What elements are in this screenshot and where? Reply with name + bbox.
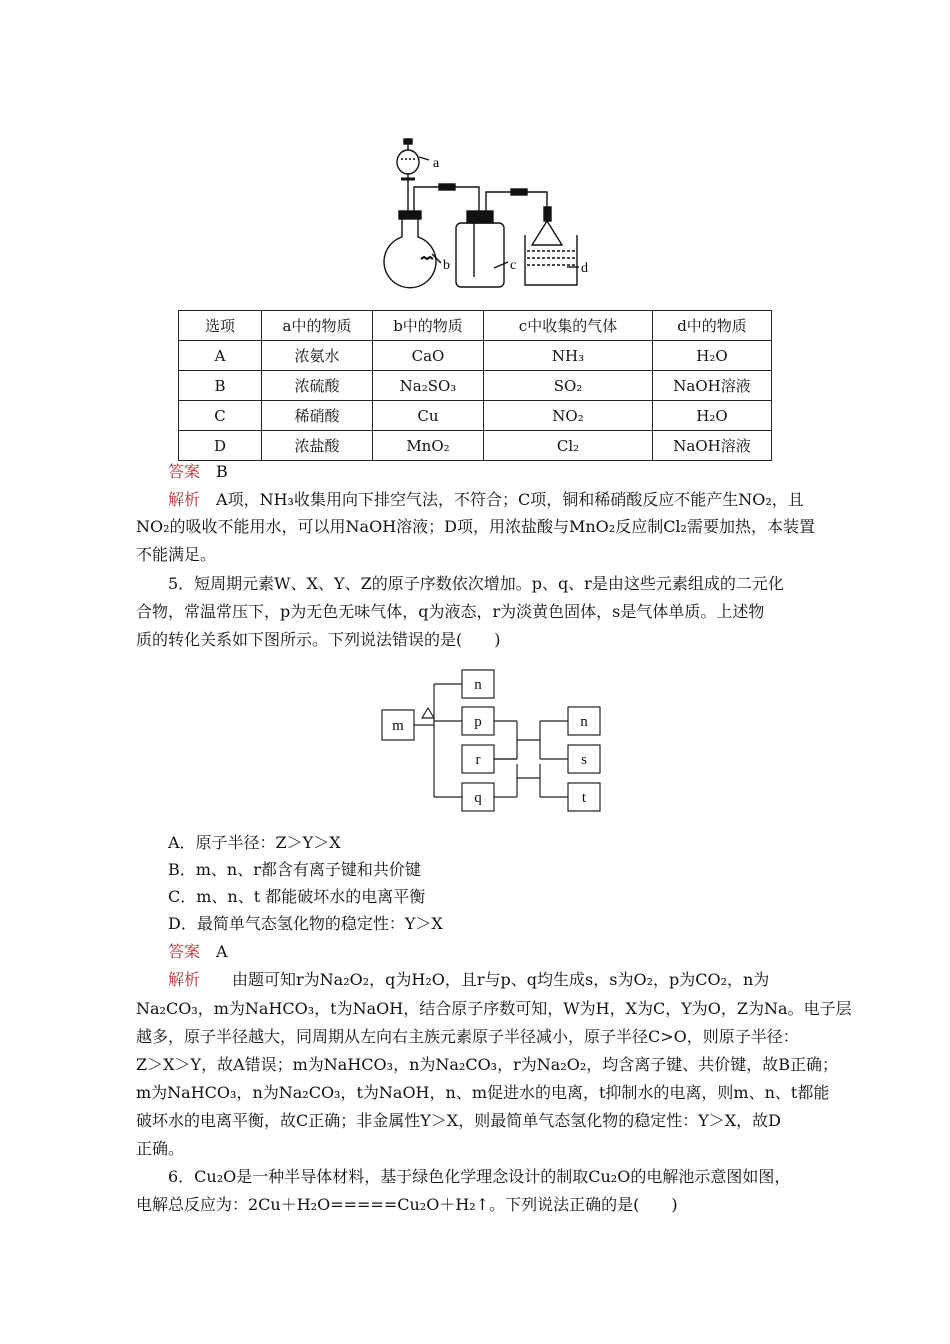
node-p: p (474, 714, 482, 730)
table-cell: A (179, 341, 262, 371)
table-row (179, 371, 772, 401)
node-m: m (392, 718, 404, 734)
q5-analysis-line: Na₂CO₃，m为NaHCO₃，t为NaOH，结合原子序数可知，W为H，X为C，Y为O，Z为Na。电子层 (136, 999, 852, 1018)
analysis-label: 解析 (168, 970, 201, 989)
table-row (179, 431, 772, 461)
table-cell: Na₂SO₃ (373, 371, 484, 401)
table-header: c中收集的气体 (484, 311, 653, 341)
table-row (179, 401, 772, 431)
node-r: r (475, 752, 481, 768)
q5-option: D．最简单气态氢化物的稳定性：Y＞X (168, 914, 443, 933)
table-cell: CaO (373, 341, 484, 371)
q5-answer (168, 942, 228, 962)
table-header: a中的物质 (262, 311, 373, 341)
table-header: 选项 (179, 311, 262, 341)
analysis-label: 解析 (168, 490, 201, 509)
q6-stem-line: 电解总反应为：2Cu＋H₂O=====Cu₂O＋H₂↑。下列说法正确的是( ) (136, 1195, 678, 1214)
transformation-diagram (372, 660, 612, 825)
node-q: q (474, 790, 482, 806)
table-row (179, 341, 772, 371)
table-cell: NaOH溶液 (653, 431, 772, 461)
table-cell: C (179, 401, 262, 431)
table-header: d中的物质 (653, 311, 772, 341)
q5-stem-line: 5．短周期元素W、X、Y、Z的原子序数依次增加。p、q、r是由这些元素组成的二元化 (168, 574, 784, 593)
table-cell: NH₃ (484, 341, 653, 371)
q5-option: A．原子半径：Z＞Y＞X (168, 833, 341, 852)
q5-analysis-line: 破坏水的电离平衡，故C正确；非金属性Y＞X，则最简单气态氢化物的稳定性：Y＞X，故D (136, 1111, 781, 1130)
q5-analysis-line: m为NaHCO₃，n为Na₂CO₃，t为NaOH，n、m促进水的电离，t抑制水的电离，则m、n、t都能 (136, 1083, 830, 1102)
table-cell: Cu (373, 401, 484, 431)
label-a: a (433, 156, 440, 171)
q5-analysis-line: Z＞X＞Y，故A错误；m为NaHCO₃，n为Na₂CO₃，r为Na₂O₂，均含离子键、共价键，故B正确； (136, 1055, 838, 1074)
options-table (178, 310, 772, 461)
q4-answer (168, 462, 228, 482)
node-t: t (581, 790, 587, 806)
table-header-row (179, 311, 772, 341)
q6-stem-line: 6．Cu₂O是一种半导体材料，基于绿色化学理念设计的制取Cu₂O的电解池示意图如图， (168, 1167, 791, 1186)
answer-value: B (216, 462, 228, 481)
table-cell: 稀硝酸 (262, 401, 373, 431)
q5-analysis-line: 解析 由题可知r为Na₂O₂，q为H₂O，且r与p、q均生成s，s为O₂，p为CO₂，n为 (168, 970, 770, 989)
node-n: n (474, 677, 482, 693)
node-s: s (581, 752, 587, 768)
apparatus-figure (381, 127, 607, 293)
q5-analysis-line: 越多，原子半径越大，同周期从左向右主族元素原子半径减小，原子半径C>O，则原子半径： (136, 1027, 799, 1046)
q4-analysis-line: NO₂的吸收不能用水，可以用NaOH溶液；D项，用浓盐酸与MnO₂反应制Cl₂需要加热，本装置 (136, 517, 815, 536)
table-cell: B (179, 371, 262, 401)
table-header: b中的物质 (373, 311, 484, 341)
table-cell: H₂O (653, 341, 772, 371)
q5-stem-line: 质的转化关系如下图所示。下列说法错误的是( ) (136, 630, 501, 649)
q5-option: B．m、n、r都含有离子键和共价键 (168, 860, 421, 879)
answer-label: 答案 (168, 942, 201, 961)
label-d: d (581, 261, 588, 276)
q4-analysis-line: 不能满足。 (136, 545, 217, 564)
answer-label: 答案 (168, 462, 201, 481)
table-cell: 浓氨水 (262, 341, 373, 371)
label-b: b (443, 258, 450, 273)
table-cell: MnO₂ (373, 431, 484, 461)
table-cell: 浓盐酸 (262, 431, 373, 461)
table-cell: D (179, 431, 262, 461)
q5-analysis-line: 正确。 (136, 1139, 185, 1158)
table-cell: NaOH溶液 (653, 371, 772, 401)
table-cell: NO₂ (484, 401, 653, 431)
table-cell: Cl₂ (484, 431, 653, 461)
q5-stem-line: 合物，常温常压下，p为无色无味气体，q为液态，r为淡黄色固体，s是气体单质。上述物 (136, 602, 765, 621)
q4-analysis-line: 解析 A项，NH₃收集用向下排空气法，不符合；C项，铜和稀硝酸反应不能产生NO₂，且 (168, 490, 804, 509)
table-cell: H₂O (653, 401, 772, 431)
label-c: c (510, 258, 517, 273)
table-cell: 浓硫酸 (262, 371, 373, 401)
q5-option: C．m、n、t 都能破坏水的电离平衡 (168, 887, 426, 906)
table-cell: SO₂ (484, 371, 653, 401)
node-n-result: n (580, 714, 588, 730)
answer-value: A (216, 942, 228, 961)
